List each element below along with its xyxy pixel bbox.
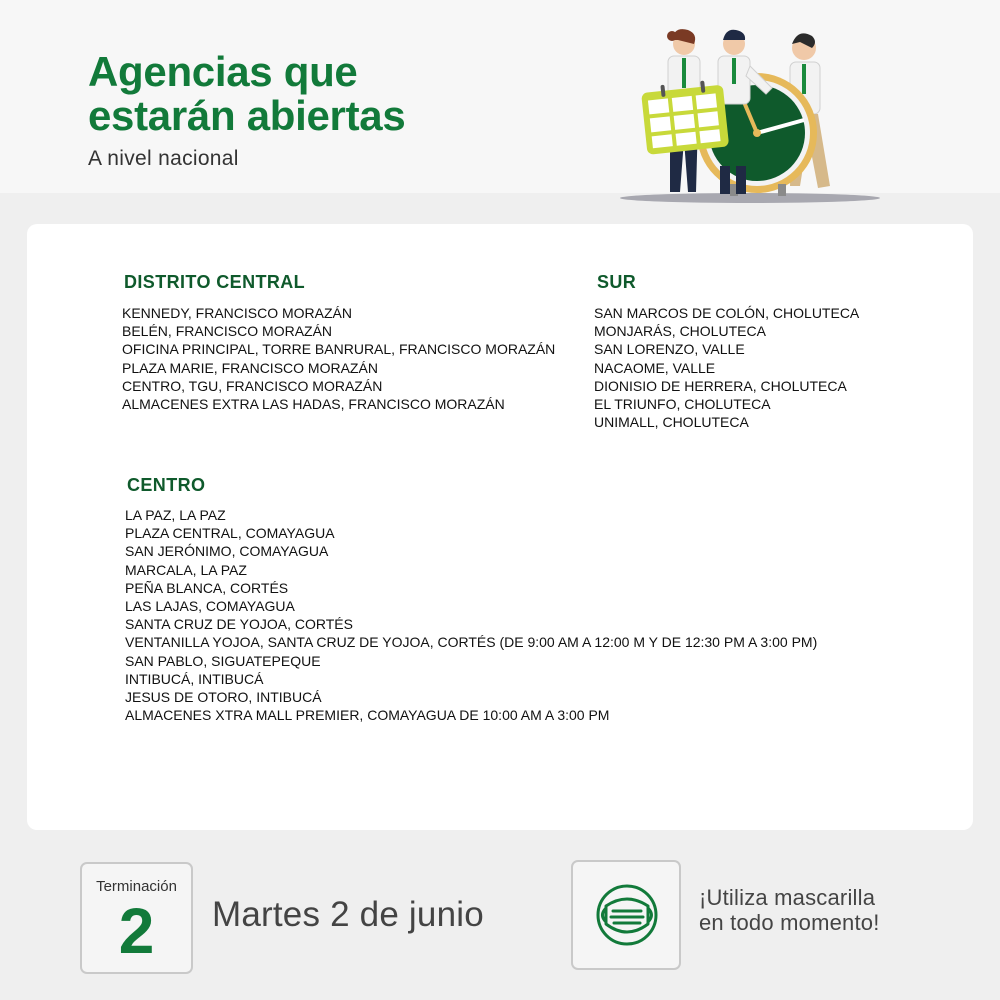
list-item: MONJARÁS, CHOLUTECA [594, 323, 766, 340]
region-title-centro: CENTRO [127, 475, 206, 495]
page-title [88, 50, 405, 138]
region-title-sur: SUR [597, 272, 637, 292]
list-item: SANTA CRUZ DE YOJOA, CORTÉS [125, 616, 353, 633]
list-item: EL TRIUNFO, CHOLUTECA [594, 396, 771, 413]
termination-number: 2 [118, 895, 155, 967]
list-item: CENTRO, TGU, FRANCISCO MORAZÁN [122, 377, 383, 394]
list-item: BELÉN, FRANCISCO MORAZÁN [122, 323, 333, 340]
mask-reminder-line-2: en todo momento! [699, 910, 880, 935]
list-item: SAN PABLO, SIGUATEPEQUE [125, 652, 321, 669]
list-item: VENTANILLA YOJOA, SANTA CRUZ DE YOJOA, CORTÉS (DE 9:00 AM A 12:00 M Y DE 12:30 PM A 3:00 PM) [125, 634, 818, 651]
people-calendar-clock-illustration [612, 26, 887, 208]
agencies-card [27, 224, 973, 830]
mask-reminder-text [699, 885, 880, 935]
list-item: SAN JERÓNIMO, COMAYAGUA [125, 543, 329, 560]
title-line-1: Agencias que [88, 48, 358, 95]
list-item: KENNEDY, FRANCISCO MORAZÁN [122, 305, 352, 321]
page-subtitle: A nivel nacional [88, 147, 239, 170]
list-item: PEÑA BLANCA, CORTÉS [125, 579, 289, 596]
list-item: ALMACENES EXTRA LAS HADAS, FRANCISCO MORAZÁN [122, 396, 505, 413]
header-banner [0, 0, 1000, 193]
agency-list-sur [594, 304, 859, 431]
agency-list-distrito-central [122, 304, 555, 413]
title-line-2: estarán abiertas [88, 92, 406, 139]
mask-reminder-line-1: ¡Utiliza mascarilla [699, 885, 876, 910]
schedule-date: Martes 2 de junio [212, 895, 484, 934]
list-item: SAN LORENZO, VALLE [594, 341, 745, 358]
list-item: PLAZA MARIE, FRANCISCO MORAZÁN [122, 359, 378, 376]
agency-list-centro [125, 506, 817, 724]
list-item: SAN MARCOS DE COLÓN, CHOLUTECA [594, 305, 860, 321]
list-item: PLAZA CENTRAL, COMAYAGUA [125, 525, 335, 542]
list-item: LA PAZ, LA PAZ [125, 507, 226, 523]
list-item: OFICINA PRINCIPAL, TORRE BANRURAL, FRANCISCO MORAZÁN [122, 341, 556, 358]
termination-box [80, 862, 193, 974]
mask-icon-box [571, 860, 681, 970]
face-mask-icon [596, 884, 658, 946]
list-item: JESUS DE OTORO, INTIBUCÁ [125, 689, 322, 706]
list-item: NACAOME, VALLE [594, 359, 716, 376]
termination-label: Terminación [96, 878, 177, 895]
list-item: UNIMALL, CHOLUTECA [594, 414, 749, 431]
list-item: DIONISIO DE HERRERA, CHOLUTECA [594, 377, 847, 394]
region-title-distrito-central: DISTRITO CENTRAL [124, 272, 306, 292]
list-item: ALMACENES XTRA MALL PREMIER, COMAYAGUA DE 10:00 AM A 3:00 PM [125, 707, 610, 724]
list-item: LAS LAJAS, COMAYAGUA [125, 598, 295, 615]
list-item: INTIBUCÁ, INTIBUCÁ [125, 670, 264, 687]
list-item: MARCALA, LA PAZ [125, 561, 247, 578]
